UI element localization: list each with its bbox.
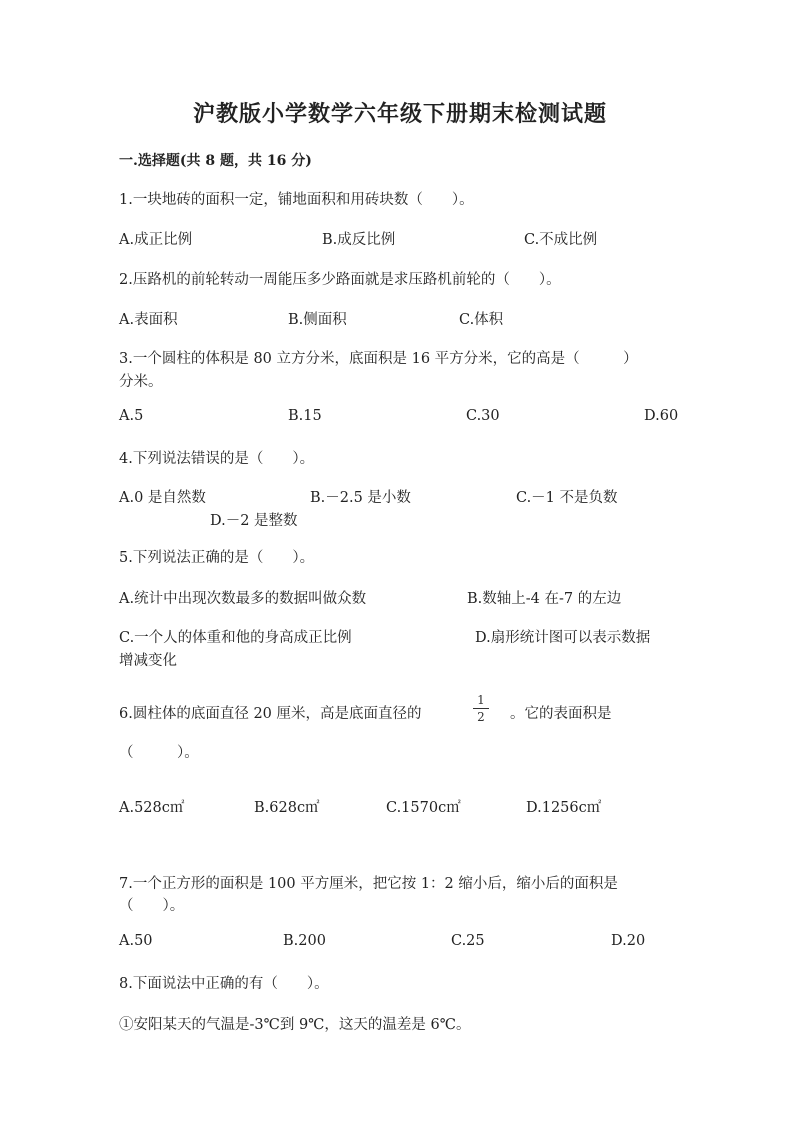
- question-2-option-b: B.侧面积: [288, 312, 347, 328]
- question-3-option-c: C.30: [466, 408, 500, 424]
- question-7-option-a: A.50: [119, 933, 153, 949]
- question-3-option-d: D.60: [644, 408, 679, 424]
- question-2-option-a: A.表面积: [119, 312, 178, 328]
- question-7-option-c: C.25: [451, 933, 485, 949]
- question-5-stem: 5.下列说法正确的是（ ）。: [119, 550, 315, 566]
- question-3-stem-continued: 分米。: [119, 374, 163, 390]
- question-6-option-d: D.1256c㎡: [526, 800, 602, 816]
- question-1-option-b: B.成反比例: [322, 232, 396, 248]
- question-6-stem-continued: （ ）。: [119, 745, 199, 761]
- question-1-option-a: A.成正比例: [119, 232, 193, 248]
- question-4-option-c: C.－1 不是负数: [516, 490, 618, 506]
- question-1-option-c: C.不成比例: [524, 232, 598, 248]
- question-6-option-b: B.628c㎡: [254, 800, 320, 816]
- question-8-stem: 8.下面说法中正确的有（ ）。: [119, 976, 329, 992]
- fraction-bar: [473, 708, 489, 709]
- question-7-option-d: D.20: [611, 933, 646, 949]
- fraction-denominator: 2: [477, 710, 485, 724]
- section-heading: 一.选择题(共 8 题，共 16 分): [119, 153, 312, 169]
- question-5-option-c: C.一个人的体重和他的身高成正比例: [119, 630, 352, 646]
- question-7-option-b: B.200: [283, 933, 326, 949]
- question-7-stem: 7.一个正方形的面积是 100 平方厘米，把它按 1：2 缩小后，缩小后的面积是: [119, 876, 618, 892]
- fraction-numerator: 1: [477, 693, 485, 707]
- question-3-option-a: A.5: [119, 408, 144, 424]
- question-1-stem: 1.一块地砖的面积一定，铺地面积和用砖块数（ ）。: [119, 192, 474, 208]
- question-2-stem: 2.压路机的前轮转动一周能压多少路面就是求压路机前轮的（ ）。: [119, 272, 561, 288]
- question-6-option-c: C.1570c㎡: [386, 800, 461, 816]
- question-6-stem: 6.圆柱体的底面直径 20 厘米，高是底面直径的: [119, 706, 422, 722]
- question-4-option-b: B.－2.5 是小数: [310, 490, 411, 506]
- question-6-option-a: A.528c㎡: [119, 800, 185, 816]
- question-7-stem-continued: （ ）。: [119, 898, 185, 914]
- question-4-option-d: D.－2 是整数: [210, 513, 298, 529]
- question-3-option-b: B.15: [288, 408, 322, 424]
- question-4-stem: 4.下列说法错误的是（ ）。: [119, 451, 315, 467]
- question-5-option-b: B.数轴上-4 在-7 的左边: [467, 591, 622, 607]
- question-6-stem-end: 。它的表面积是: [510, 706, 612, 722]
- question-3-stem: 3.一个圆柱的体积是 80 立方分米，底面积是 16 平方分米，它的高是（ ）: [119, 351, 638, 367]
- fraction-one-half: [471, 693, 491, 724]
- question-8-item-1: ①安阳某天的气温是-3℃到 9℃，这天的温差是 6℃。: [119, 1017, 471, 1033]
- question-4-option-a: A.0 是自然数: [119, 490, 206, 506]
- question-5-option-a: A.统计中出现次数最多的数据叫做众数: [119, 591, 367, 607]
- question-5-option-d-continued: 增减变化: [119, 653, 177, 669]
- page-title: 沪教版小学数学六年级下册期末检测试题: [192, 101, 607, 127]
- question-5-option-d: D.扇形统计图可以表示数据: [475, 630, 651, 646]
- question-2-option-c: C.体积: [459, 312, 504, 328]
